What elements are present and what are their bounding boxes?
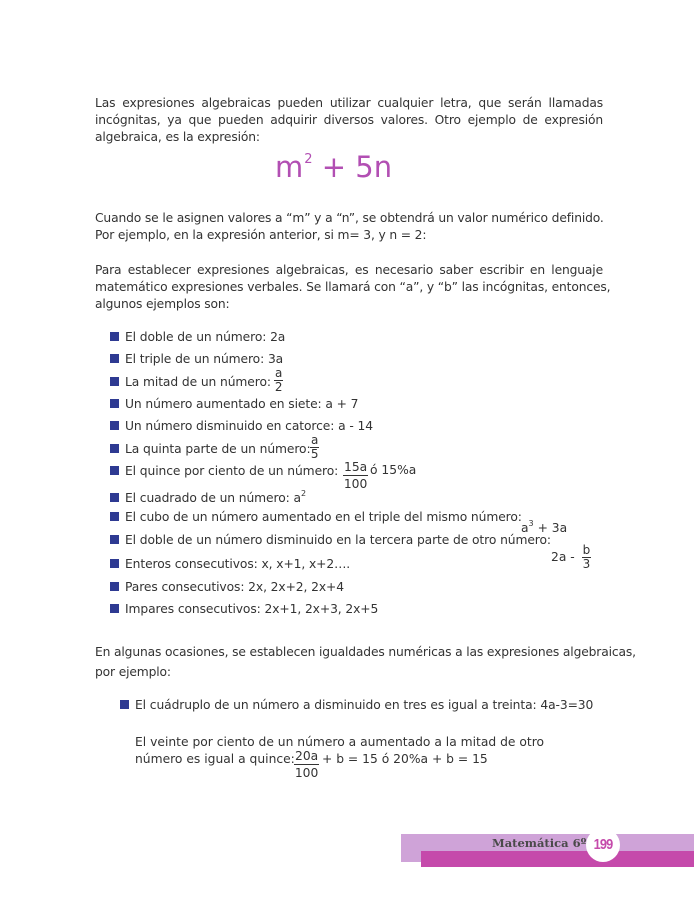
equality-item-quadruple [120,697,593,713]
equalities-line: por ejemplo: [95,665,171,679]
fraction-denominator: 3 [582,557,591,571]
example-item-double [110,329,285,345]
fifteen-percent-alt: ó 15%a [370,463,417,477]
language-line: algunos ejemplos son: [95,297,230,311]
example-text: Pares consecutivos: 2x, 2x+2, 2x+4 [125,580,344,594]
page-number: 199 [593,836,613,853]
footer-band-dark [421,851,694,867]
example-item-square [110,486,306,505]
equalities-line: En algunas ocasiones, se establecen igualdades numéricas a las expresiones algebraicas, [95,645,636,659]
language-paragraph [95,262,611,313]
fraction-denominator: 100 [343,477,368,491]
example-text: Enteros consecutivos: x, x+1, x+2…. [125,557,351,571]
twenty-percent-line1: El veinte por ciento de un número a aumentado a la mitad de otro [135,735,545,749]
equation-alt: 20%a + b = 15 [393,752,488,766]
formula-exponent: 2 [304,152,313,167]
cube-base: a [521,521,529,535]
square-bullet-icon [110,582,119,591]
formula-rest: + 5n [321,150,393,184]
fraction-numerator: a [275,366,283,380]
fraction-denominator: 2 [274,380,283,394]
example-text: El doble de un número: 2a [125,330,286,344]
language-line: matemático expresiones verbales. Se llamará con “a”, y “b” las incógnitas, entonces, [95,280,611,294]
intro-line: Las expresiones algebraicas pueden utilizar cualquier letra, que serán llamadas [95,96,603,110]
example-item-plus-seven [110,396,358,412]
example-text: La quinta parte de un número: [125,442,311,456]
expression-prefix: 2a - [551,550,575,564]
equation-or: ó [381,752,390,766]
fraction-20a-over-100 [294,748,319,781]
square-bullet-icon [110,512,119,521]
example-item-fifth [110,441,311,457]
fraction-a-over-2 [271,367,283,394]
example-text: La mitad de un número: [125,375,271,389]
square-base: a [293,491,301,505]
example-item-double-minus-third [110,532,551,548]
values-line: Cuando se le asignen valores a “m” y a “n”, se obtendrá un valor numérico definido. [95,211,604,225]
example-item-cube [110,509,522,525]
square-bullet-icon [110,332,119,341]
square-bullet-icon [110,535,119,544]
fraction-numerator: a [311,433,319,447]
example-text: Un número disminuido en catorce: a - 14 [125,419,373,433]
formula-m2-plus-5n [275,150,392,184]
fraction-numerator: 20a [295,749,319,763]
example-item-consecutive-evens [110,579,344,595]
example-text: Un número aumentado en siete: a + 7 [125,397,359,411]
intro-paragraph [95,95,603,146]
square-bullet-icon [120,700,129,709]
formula-base: m [275,150,304,184]
square-bullet-icon [110,466,119,475]
square-bullet-icon [110,444,119,453]
fraction-denominator: 5 [310,447,319,461]
square-bullet-icon [110,399,119,408]
example-text: El triple de un número: 3a [125,352,284,366]
intro-line: algebraica, es la expresión: [95,130,260,144]
language-line: Para establecer expresiones algebraicas, es necesario saber escribir en lenguaje [95,263,603,277]
square-bullet-icon [110,604,119,613]
example-text: El cuadrado de un número: [125,491,290,505]
example-text: El quince por ciento de un número: [125,464,339,478]
square-bullet-icon [110,493,119,502]
twenty-percent-line2: número es igual a quince: [135,752,295,766]
example-text: Impares consecutivos: 2x+1, 2x+3, 2x+5 [125,602,379,616]
footer-book-title: Matemática 6º [492,836,587,850]
cube-exponent: 3 [528,519,534,528]
fraction-a-over-5 [307,434,319,461]
fraction-numerator: b [582,543,591,557]
example-item-fifteen-percent [110,463,338,479]
cube-rest: + 3a [537,521,568,535]
fraction-15a-over-100 [340,459,368,492]
fraction-denominator: 100 [294,766,319,780]
example-item-triple [110,351,283,367]
square-bullet-icon [110,559,119,568]
square-bullet-icon [110,377,119,386]
values-line: Por ejemplo, en la expresión anterior, si m= 3, y n = 2: [95,228,427,242]
equalities-paragraph [95,642,636,682]
double-minus-third-expression [551,544,591,571]
square-bullet-icon [110,354,119,363]
square-exponent: 2 [300,489,306,498]
example-text: El cubo de un número aumentado en el triple del mismo número: [125,510,522,524]
example-item-minus-fourteen [110,418,373,434]
equality-text: El cuádruplo de un número a disminuido en tres es igual a treinta: 4a-3=30 [135,698,594,712]
example-item-consecutive-odds [110,601,378,617]
example-item-consecutive-integers [110,556,350,572]
equation-rest: + b = 15 [322,752,378,766]
fraction-numerator: 15a [344,460,368,474]
example-item-half [110,374,271,390]
square-bullet-icon [110,421,119,430]
twenty-percent-equation [322,752,488,766]
intro-line: incógnitas, ya que pueden adquirir diversos valores. Otro ejemplo de expresión [95,113,603,127]
values-paragraph [95,210,603,244]
example-text: El doble de un número disminuido en la tercera parte de otro número: [125,533,551,547]
